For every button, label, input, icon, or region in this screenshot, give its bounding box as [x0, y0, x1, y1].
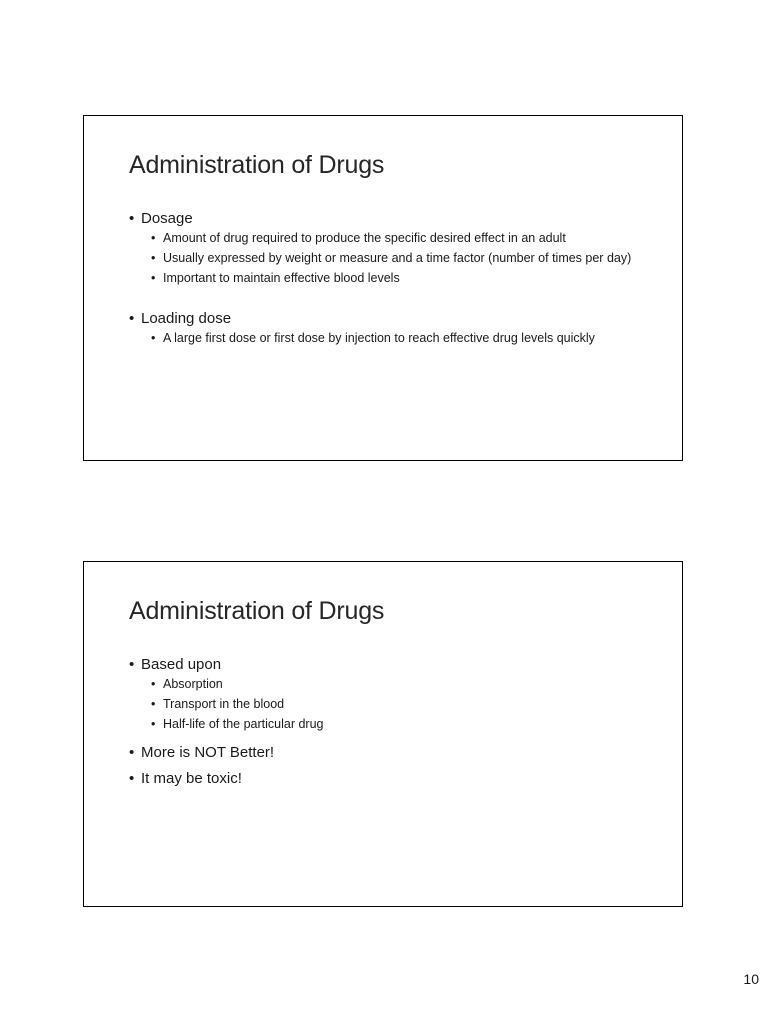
page-number: 10 [743, 971, 759, 987]
sub-bullet: • A large first dose or first dose by injection to reach effective drug levels quickly [150, 330, 638, 347]
bullet-based-upon: • Based upon [128, 655, 638, 674]
bullet-may-be-toxic: • It may be toxic! [128, 769, 638, 788]
sub-bullet: • Important to maintain effective blood levels [150, 270, 638, 287]
slide-title: Administration of Drugs [129, 151, 385, 179]
bullet-dosage: • Dosage [128, 209, 638, 228]
sub-bullet: • Absorption [150, 676, 638, 693]
sub-bullet: • Half-life of the particular drug [150, 716, 638, 733]
dosage-sublist [128, 230, 638, 287]
based-upon-sublist [128, 676, 638, 733]
sub-bullet: • Transport in the blood [150, 696, 638, 713]
slide-title: Administration of Drugs [129, 597, 385, 625]
bullet-loading-dose: • Loading dose [128, 309, 638, 328]
slide-1 [83, 115, 683, 461]
sub-bullet: • Amount of drug required to produce the specific desired effect in an adult [150, 230, 638, 247]
bullet-more-is-not-better: • More is NOT Better! [128, 743, 638, 762]
loading-dose-sublist [128, 330, 638, 347]
slide-body [128, 655, 638, 788]
slide-2 [83, 561, 683, 907]
slide-body [128, 209, 638, 350]
sub-bullet: • Usually expressed by weight or measure and a time factor (number of times per day) [150, 250, 638, 267]
